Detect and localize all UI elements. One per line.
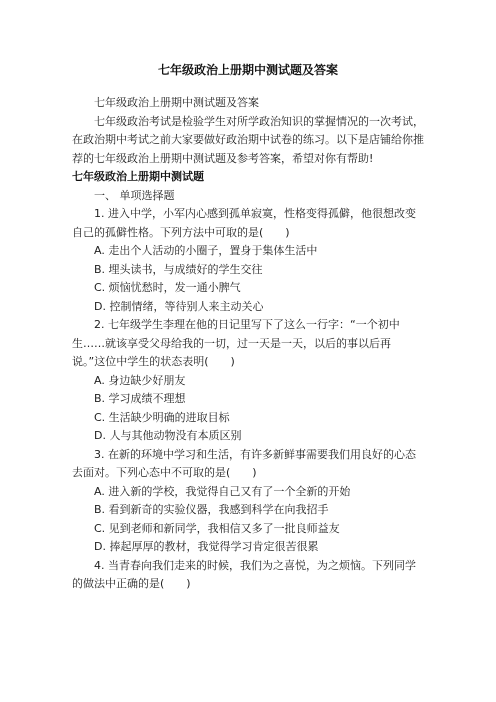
- question-option: A. 进入新的学校，我觉得自己又有了一个全新的开始: [94, 484, 351, 498]
- question-option: D. 捧起厚厚的教材，我觉得学习肯定很苦很累: [94, 540, 319, 553]
- question-option: C. 烦恼忧愁时，发一通小脾气: [94, 281, 241, 294]
- question-option: A. 身边缺少好朋友: [94, 373, 186, 387]
- section-heading: 七年级政治上册期中测试题: [72, 170, 204, 183]
- question-option: C. 生活缺少明确的进取目标: [94, 410, 230, 424]
- question-stem: 4. 当青春向我们走来的时候，我们为之喜悦，为之烦恼。下列同学的做法中正确的是( ): [72, 558, 416, 590]
- question-option: C. 见到老师和新同学，我相信又多了一批良师益友: [94, 521, 340, 535]
- document-body: [72, 94, 424, 594]
- question-option: A. 走出个人活动的小圈子，置身于集体生活中: [94, 244, 318, 257]
- subtitle: 七年级政治上册期中测试题及答案: [94, 96, 259, 109]
- intro-paragraph: 七年级政治考试是检验学生对所学政治知识的掌握情况的一次考试，在政治期中考试之前大家要做好政治期中试卷的练习。以下是店铺给你推荐的七年级政治上册期中测试题及参考答案，希望对你有帮助!: [72, 114, 424, 165]
- question-stem: 2. 七年级学生李理在他的日记里写下了这么一行字：“一个初中生……就该享受父母给我的一切，过一天是一天，以后的事以后再说。”这位中学生的状态表明( ): [72, 318, 400, 368]
- question-option: D. 控制情绪，等待别人来主动关心: [94, 299, 264, 313]
- question-option: B. 埋头读书，与成绩好的学生交往: [94, 262, 263, 276]
- question-option: B. 学习成绩不理想: [94, 392, 186, 405]
- question-stem: 1. 进入中学，小军内心感到孤单寂寞，性格变得孤僻，他很想改变自己的孤僻性格。下列方法中可取的是( ): [72, 207, 416, 239]
- question-option: D. 人与其他动物没有本质区别: [94, 429, 242, 442]
- question-stem: 3. 在新的环境中学习和生活，有许多新鲜事需要我们用良好的心态去面对。下列心态中不可取的是( ): [72, 447, 416, 479]
- document-title: 七年级政治上册期中测试题及答案: [157, 63, 338, 77]
- part-heading: 一、 单项选择题: [94, 188, 175, 202]
- question-option: B. 看到新奇的实验仪器，我感到科学在向我招手: [94, 503, 329, 516]
